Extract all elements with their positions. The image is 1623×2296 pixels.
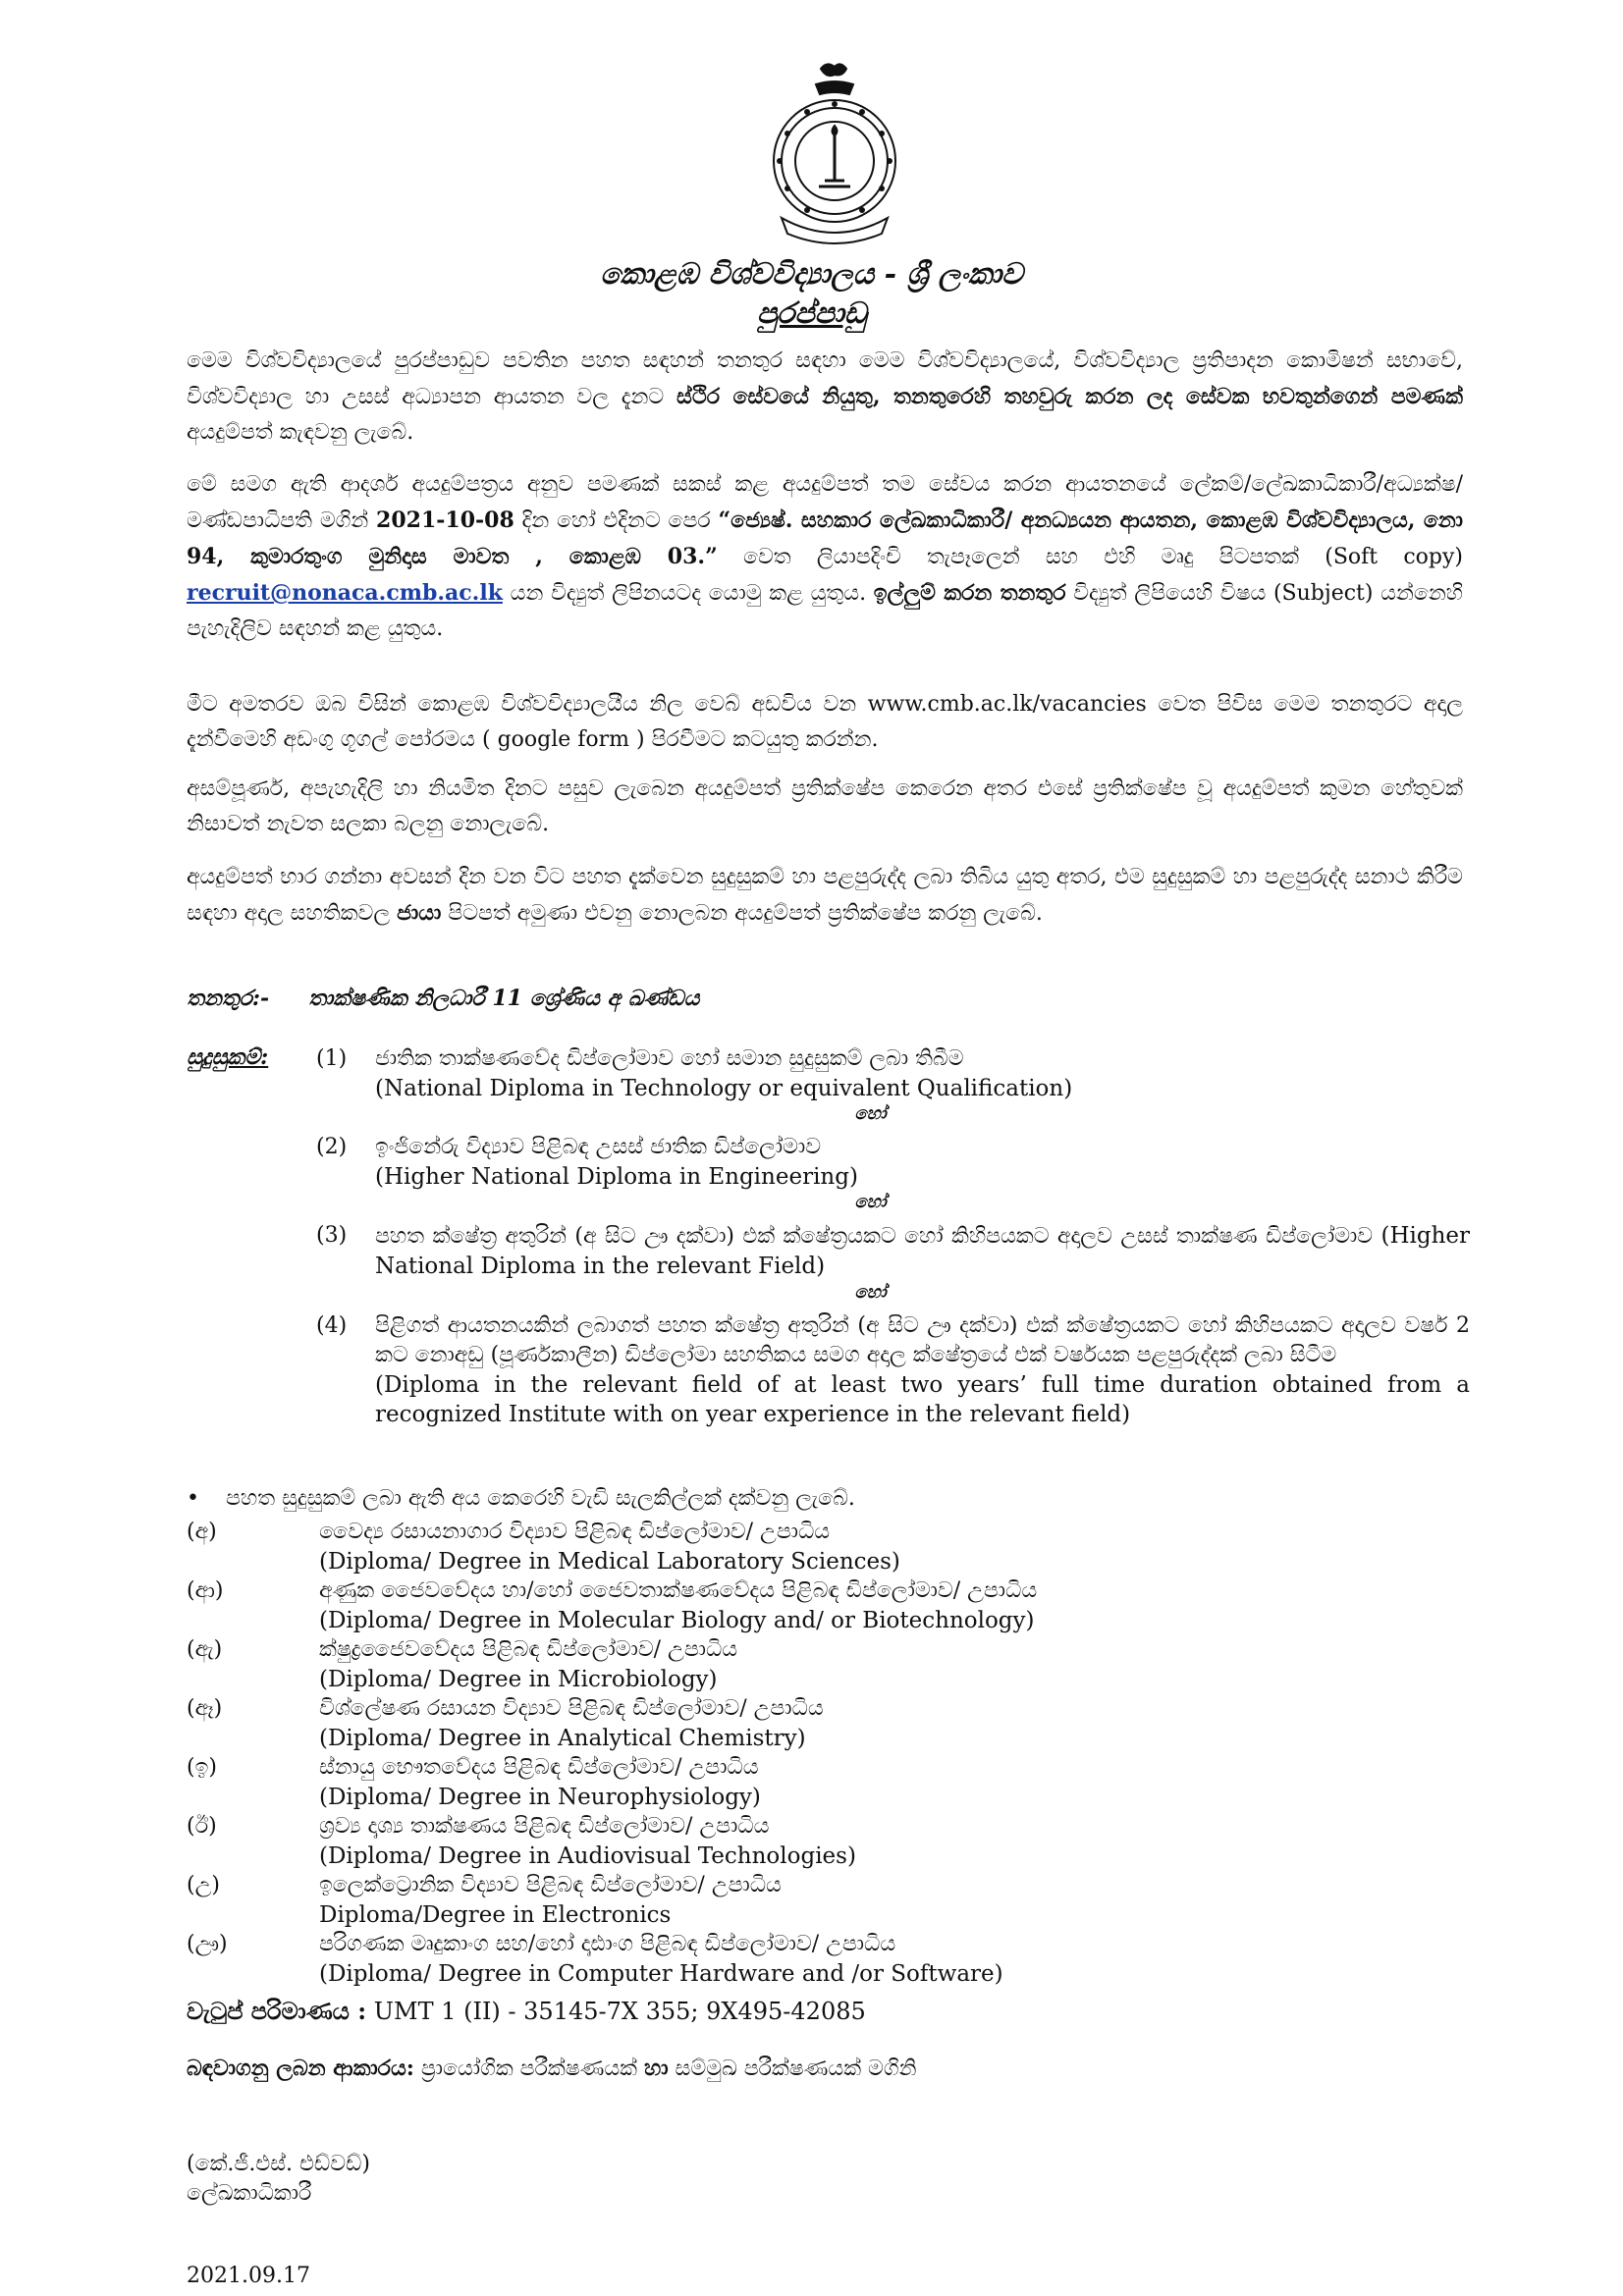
recruit-email-link[interactable]: recruit@nonaca.cmb.ac.lk <box>187 580 503 606</box>
post-title: තනතුර:- තාක්ෂණික නිලධාරී 11 ශ්‍රේණිය අ ඛණ්ඩය <box>187 986 700 1011</box>
qualification-item: (2) ඉංජිනේරු විද්‍යාව පිළිබඳ උසස් ජාතික ඩිප්ලෝමාව (Higher National Diploma in Engineering) <box>316 1135 858 1190</box>
requirements-note-paragraph: අයදුම්පත් භාර ගන්නා අවසන් දින වන විට පහත දැක්වෙන සුදුසුකම් හා පළපුරුද්ද ලබා තිබිය යුතු අතර, එම සුදුසුකම් හා පළපුරුද්ද සනාථ කිරීම සඳහා අදාල සහතිකවල ජායා පිටපත් අමුණා එවනු නොලබන අයදුම්පත් ප්‍රතික්ෂේප කරනු ලැබේ. <box>187 865 1463 926</box>
signatory-name: (කේ.ජී.එස්. එඩ්වඩ්) <box>187 2152 370 2176</box>
list-item: (ඌ) පරිගණක මෘදුකාංග සහ/හෝ දෘඪාංග පිළිබඳ ඩිප්ලෝමාව/ උපාධිය (Diploma/ Degree in Computer Hardware and /or Software) <box>187 1932 1003 1987</box>
instructions-paragraph: මේ සමග ඇති ආදර්ශ අයදුම්පත්‍රය අනුව පමණක් සකස් කළ අයදුම්පත් තම සේවය කරන ආයතනයේ ලේකම්/ලේඛකාධිකාරී/අධ්‍යක්ෂ/මණ්ඩපාධිපති මගින් 2021-10-08 දින හෝ එදිනට පෙර “ජ්‍යෙෂ්. සහකාර ලේඛකාධිකාරී/ අනධ්‍යයන ආයතන, කොළඹ විශ්වවිද්‍යාලය, නො 94, කුමාරතුංග මුනිදාස මාවත , කොළඹ 03.” වෙත ලියාපදිංචි තැපෑලෙන් සහ එහි මෘදු පිටපතක් (Soft copy) recruit@nonaca.cmb.ac.lk යන විද්‍යුත් ලිපිනයටද යොමු කළ යුතුය. ඉල්ලුම් කරන තනතුර විද්‍යුත් ලිපියෙහි විෂය (Subject) යන්නෙහි පැහැදිලිව සඳහන් කළ යුතුය. <box>187 472 1464 641</box>
qualification-item: (4) පිළිගත් ආයතනයකින් ලබාගත් පහත ක්ෂේත්‍ර අතුරින් (අ සිට ඌ දක්වා) එක් ක්ෂේත්‍රයකට හෝ කිහිපයකට අදාලව වර්ෂ 2 කට නොඅඩු (පූර්ණකාලීන) ඩිප්ලෝමා සහතිකය සමග අදාල ක්ෂේත්‍රයේ එක් වර්ෂයක පළපුරුද්දක් ලබා සිටීම (Diploma in the relevant field of at least two years’ full time duration obtained from a recognized Institute with on year experience in the relevant field) <box>316 1313 1470 1427</box>
qualification-item: (1) ජාතික තාක්ෂණවේද ඩිප්ලෝමාව හෝ සමාන සුදුසුකම් ලබා තිබීම (National Diploma in Technology or equivalent Qualification) <box>316 1046 1073 1101</box>
list-item: (ඉ) ස්නායු භෞතවේදය පිළිබඳ ඩිප්ලෝමාව/ උපාධිය (Diploma/ Degree in Neurophysiology) <box>187 1755 761 1810</box>
list-item: (ඊ) ශ්‍රව්‍ය දෘශ්‍ය තාක්ෂණය පිළිබඳ ඩිප්ලෝමාව/ උපාධිය (Diploma/ Degree in Audiovisual Technologies) <box>187 1814 856 1869</box>
qualification-item: (3) පහත ක්ෂේත්‍ර අතුරින් (අ සිට ඌ දක්වා) එක් ක්ෂේත්‍රයකට හෝ කිහිපයකට අදාලව උසස් තාක්ෂණ ඩිප්ලෝමාව (Higher National Diploma in the relevant Field) <box>316 1223 1470 1279</box>
list-item: (ඇ) ක්ෂුද්‍රජෛවවේදය පිළිබඳ ඩිප්ලෝමාව/ උපාධිය (Diploma/ Degree in Microbiology) <box>187 1637 738 1692</box>
salary-scale: වැටුප් පරිමාණය : UMT 1 (II) - 35145-7X 355; 9X495-42085 <box>187 1997 866 2025</box>
list-item: (ඈ) විශ්ලේෂණ රසායන විද්‍යාව පිළිබඳ ඩිප්ලෝමාව/ උපාධිය (Diploma/ Degree in Analytical Chemistry) <box>187 1696 824 1751</box>
or-separator: හෝ <box>854 1103 887 1124</box>
intro-paragraph: මෙම විශ්වවිද්‍යාලයේ පුරප්පාඩුව පවතින පහත සඳහන් තනතුර සඳහා මෙම විශ්වවිද්‍යාලයේ, විශ්වවිද්‍යාල ප්‍රතිපාදන කොමිෂන් සභාවේ, විශ්වවිද්‍යාල හා උසස් අධ්‍යාපන ආයතන වල දැනට ස්ථිර සේවයේ නියුතු, තනතුරෙහි තහවුරු කරන ලද සේවක භවතුන්ගෙන් පමණක් අයදුම්පත් කැඳවනු ලැබේ. <box>187 348 1463 445</box>
notice-date: 2021.09.17 <box>187 2264 310 2288</box>
or-separator: හෝ <box>854 1282 887 1303</box>
mailing-address: “ජ්‍යෙෂ්. සහකාර ලේඛකාධිකාරී/ අනධ්‍යයන ආයතන, කොළඹ විශ්වවිද්‍යාලය, නො 94, කුමාරතුංග මුනිදාස මාවත , කොළඹ 03.” <box>187 507 1464 569</box>
google-form-paragraph: මීට අමතරව ඔබ විසින් කොළඹ විශ්වවිද්‍යාලයීය නිල වෙබ් අඩවිය වන www.cmb.ac.lk/vacancies වෙත පිවිස මෙම තනතුරට අදාල දැන්වීමෙහි අඩංගු ගූගල් පෝරමය ( google form ) පිරවීමට කටයුතු කරන්න. <box>187 692 1463 752</box>
deadline-date: 2021-10-08 <box>376 507 514 533</box>
signatory-title: ලේඛකාධිකාරී <box>187 2181 312 2206</box>
list-item: (ආ) අණුක ජෛවවේදය හා/හෝ ජෛවතාක්ෂණවේදය පිළිබඳ ඩිප්ලෝමාව/ උපාධිය (Diploma/ Degree in Molecular Biology and/ or Biotechnology) <box>187 1578 1038 1633</box>
qualifications-label: සුදුසුකම්: <box>187 1044 269 1070</box>
university-title: කොළඹ විශ්වවිද්‍යාලය - ශ්‍රී ලංකාව <box>600 257 1023 292</box>
or-separator: හෝ <box>854 1192 887 1212</box>
vacancies-heading: පුරප්පාඩු <box>756 296 867 331</box>
list-item: (උ) ඉලෙක්ට්‍රොනික විද්‍යාව පිළිබඳ ඩිප්ලෝමාව/ උපාධිය Diploma/Degree in Electronics <box>187 1873 782 1928</box>
recruitment-method: බඳවාගනු ලබන ආකාරය: ප්‍රායෝගික පරීක්ෂණයක් හා සම්මුඛ පරීක්ෂණයක් මගිනි <box>187 2056 917 2081</box>
list-item: (අ) වෛද්‍ය රසායනාගාර විද්‍යාව පිළිබඳ ඩිප්ලෝමාව/ උපාධිය (Diploma/ Degree in Medical Laboratory Sciences) <box>187 1520 900 1575</box>
rejection-paragraph: අසම්පූර්ණ, අපැහැදිලි හා නියමිත දිනට පසුව ලැබෙන අයදුම්පත් ප්‍රතික්ෂේප කෙරෙන අතර එසේ ප්‍රතික්ෂේප වූ අයදුම්පත් කුමන හේතුවක් නිසාවත් නැවත සලකා බලනු නොලැබේ. <box>187 776 1463 836</box>
preference-note: • පහත සුදුසුකම් ලබා ඇති අය කෙරෙහි වැඩි සැලකිල්ලක් දක්වනු ලැබේ. <box>187 1486 855 1511</box>
university-crest-logo <box>762 61 907 257</box>
